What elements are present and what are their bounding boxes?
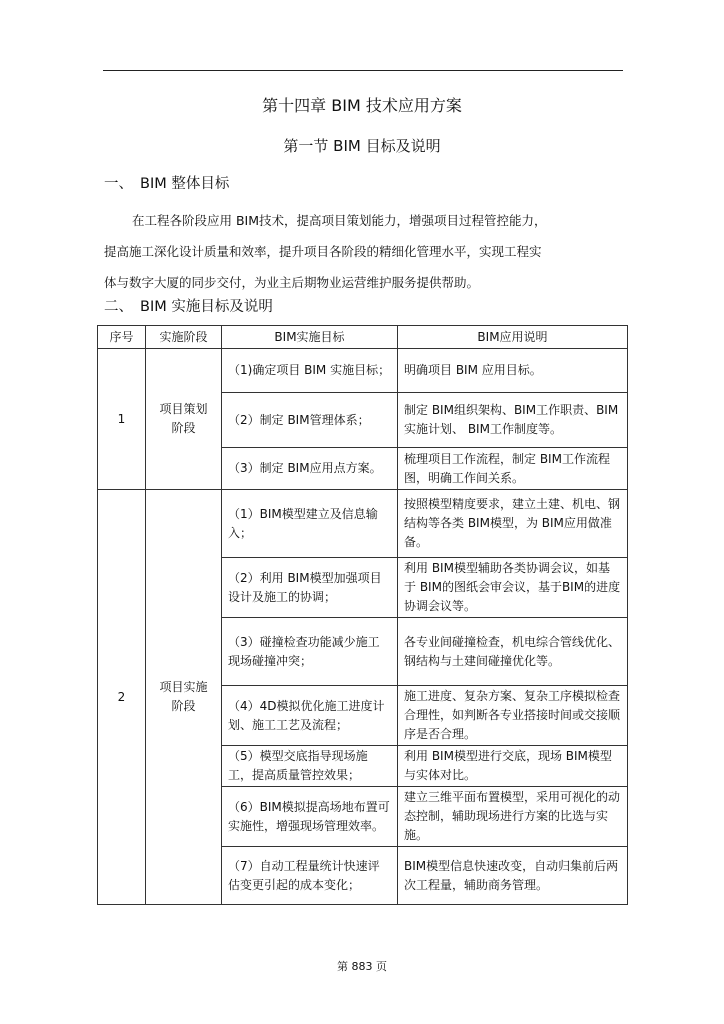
cell-goal: （7）自动工程量统计快速评估变更引起的成本变化； <box>222 847 398 905</box>
table-row <box>98 349 628 393</box>
table-row <box>98 490 628 558</box>
heading-number: 二、 <box>104 299 133 315</box>
header-stage: 实施阶段 <box>146 326 222 349</box>
header-rule <box>103 70 623 71</box>
chapter-title: 第十四章 BIM 技术应用方案 <box>262 96 462 115</box>
cell-desc: 各专业间碰撞检查，机电综合管线优化、钢结构与土建间碰撞优化等。 <box>398 618 628 686</box>
cell-goal: （2）利用 BIM模型加强项目设计及施工的协调； <box>222 558 398 618</box>
header-desc: BIM应用说明 <box>398 326 628 349</box>
cell-goal: （4）4D模拟优化施工进度计划、施工工艺及流程； <box>222 686 398 746</box>
cell-desc: 施工进度、复杂方案、复杂工序模拟检查合理性，如判断各专业搭接时间或交接顺序是否合理。 <box>398 686 628 746</box>
cell-goal: （3）碰撞检查功能减少施工现场碰撞冲突； <box>222 618 398 686</box>
heading-implementation-goal <box>104 297 273 317</box>
cell-desc: BIM模型信息快速改变，自动归集前后两次工程量，辅助商务管理。 <box>398 847 628 905</box>
heading-number: 一、 <box>104 176 133 192</box>
page-number: 第 883 页 <box>337 960 387 973</box>
paragraph-line: 在工程各阶段应用 BIM技术，提高项目策划能力，增强项目过程管控能力， <box>132 213 547 228</box>
cell-stage: 项目实施阶段 <box>146 490 222 905</box>
cell-desc: 梳理项目工作流程，制定 BIM工作流程图，明确工作间关系。 <box>398 448 628 490</box>
paragraph-line: 体与数字大厦的同步交付，为业主后期物业运营维护服务提供帮助。 <box>104 275 480 290</box>
header-no: 序号 <box>98 326 146 349</box>
cell-desc: 利用 BIM模型进行交底，现场 BIM模型与实体对比。 <box>398 746 628 787</box>
section-title: 第一节 BIM 目标及说明 <box>283 137 441 155</box>
cell-no: 2 <box>98 490 146 905</box>
cell-desc: 建立三维平面布置模型，采用可视化的动态控制，辅助现场进行方案的比选与实施。 <box>398 787 628 847</box>
cell-desc: 利用 BIM模型辅助各类协调会议，如基于 BIM的图纸会审会议，基于BIM的进度协调会议等。 <box>398 558 628 618</box>
cell-goal: （5）模型交底指导现场施工，提高质量管控效果； <box>222 746 398 787</box>
cell-goal: （6）BIM模拟提高场地布置可实施性，增强现场管理效率。 <box>222 787 398 847</box>
heading-text: BIM 整体目标 <box>140 176 230 192</box>
cell-goal: （3）制定 BIM应用点方案。 <box>222 448 398 490</box>
table-header-row <box>98 326 628 349</box>
heading-text: BIM 实施目标及说明 <box>140 299 273 315</box>
cell-stage: 项目策划阶段 <box>146 349 222 490</box>
bim-plan-table <box>97 325 628 905</box>
intro-paragraph <box>104 205 616 298</box>
cell-goal: （1）BIM模型建立及信息输入； <box>222 490 398 558</box>
heading-overall-goal <box>104 174 229 194</box>
paragraph-line: 提高施工深化设计质量和效率，提升项目各阶段的精细化管理水平，实现工程实 <box>104 244 542 259</box>
cell-desc: 明确项目 BIM 应用目标。 <box>398 349 628 393</box>
header-goal: BIM实施目标 <box>222 326 398 349</box>
cell-goal: （1)确定项目 BIM 实施目标； <box>222 349 398 393</box>
cell-no: 1 <box>98 349 146 490</box>
cell-desc: 按照模型精度要求，建立土建、机电、钢结构等各类 BIM模型，为 BIM应用做准备。 <box>398 490 628 558</box>
cell-goal: （2）制定 BIM管理体系； <box>222 393 398 448</box>
cell-desc: 制定 BIM组织架构、BIM工作职责、BIM实施计划、 BIM工作制度等。 <box>398 393 628 448</box>
